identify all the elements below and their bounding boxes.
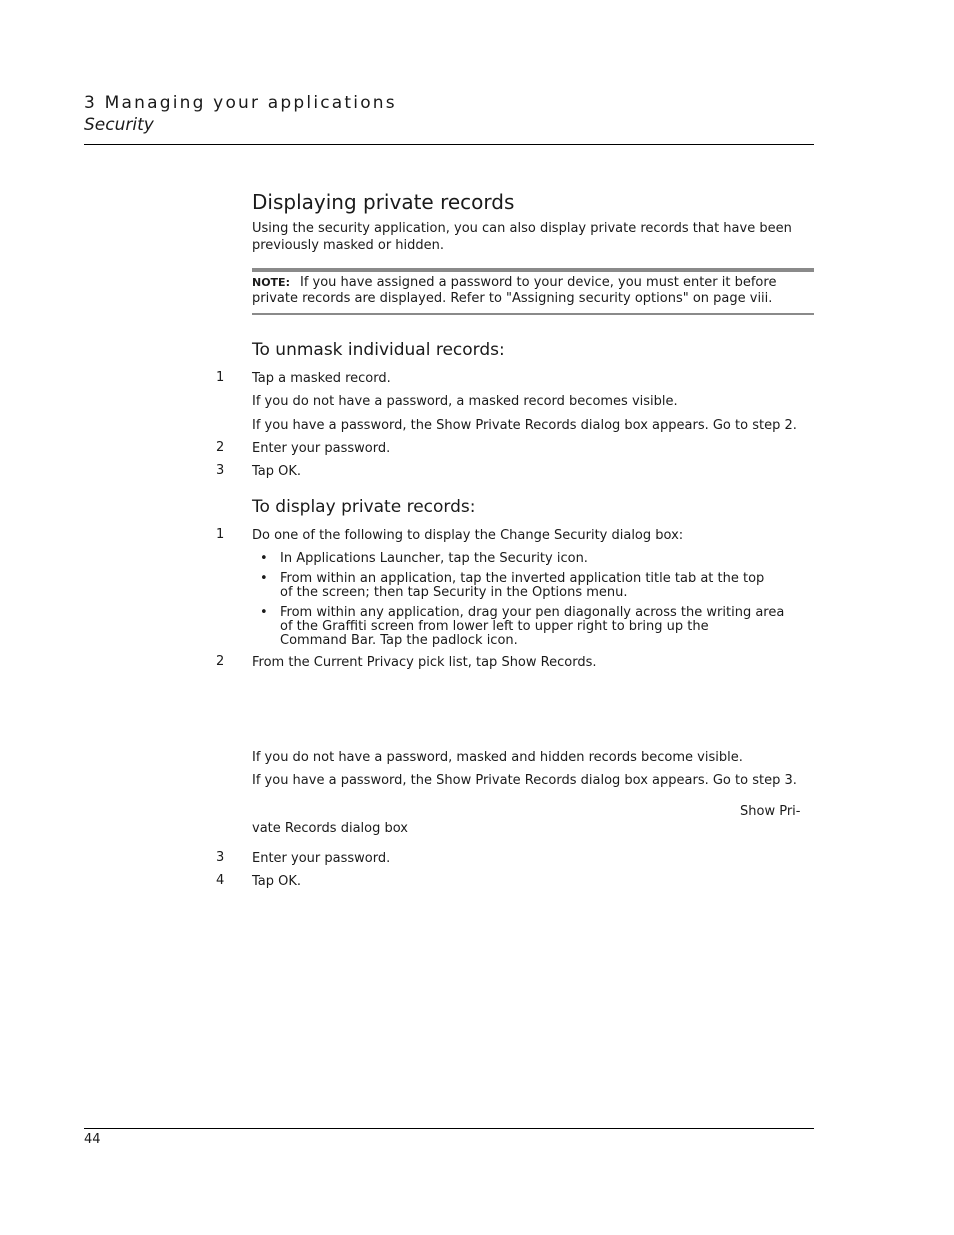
note-text: If you have assigned a password to your device, you must enter it before — [299, 275, 777, 290]
bullet-dot: • — [260, 551, 268, 566]
intro-line: Using the security application, you can also display private records that have been — [252, 221, 792, 236]
bullet-text: From within an application, tap the inverted application title tab at the top — [280, 571, 765, 586]
step-text: Tap OK. — [252, 874, 302, 889]
step-number: 1 — [216, 370, 225, 385]
step-text: Enter your password. — [252, 441, 391, 456]
step-text: If you do not have a password, masked and hidden records become visible. — [252, 750, 743, 765]
note-label: NOTE: — [252, 276, 290, 289]
note-bottom-rule — [252, 313, 814, 315]
bullet-dot: • — [260, 605, 268, 620]
step-number: 4 — [216, 873, 225, 888]
step-text: If you have a password, the Show Private Records dialog box appears. Go to step 3. — [252, 773, 797, 788]
bullet-text: In Applications Launcher, tap the Security icon. — [280, 551, 588, 566]
bullet-dot: • — [260, 571, 268, 586]
intro-line: previously masked or hidden. — [252, 238, 445, 253]
page-number: 44 — [84, 1132, 101, 1147]
figure-caption: Show Pri- — [740, 804, 801, 819]
header-rule — [84, 144, 814, 145]
step-text: Tap a masked record. — [252, 371, 391, 386]
bullet-text: of the screen; then tap Security in the Options menu. — [280, 585, 628, 600]
step-number: 3 — [216, 850, 225, 865]
footer-rule — [84, 1128, 814, 1129]
step-text: Do one of the following to display the Change Security dialog box: — [252, 528, 684, 543]
note-text: private records are displayed. Refer to "Assigning security options" on page viii. — [252, 291, 773, 306]
section-title: Security — [84, 115, 154, 135]
note-top-rule — [252, 268, 814, 272]
step-text: Enter your password. — [252, 851, 391, 866]
bullet-text: of the Graffiti screen from lower left to upper right to bring up the — [280, 619, 709, 634]
step-number: 2 — [216, 440, 225, 455]
step-number: 1 — [216, 527, 225, 542]
figure-caption: vate Records dialog box — [252, 821, 408, 836]
step-text: From the Current Privacy pick list, tap Show Records. — [252, 655, 597, 670]
note-box — [252, 275, 776, 307]
step-text: If you have a password, the Show Private Records dialog box appears. Go to step 2. — [252, 418, 797, 433]
step-number: 2 — [216, 654, 225, 669]
display-heading: To display private records: — [252, 497, 476, 517]
chapter-title: 3 Managing your applications — [84, 93, 397, 113]
step-text: Tap OK. — [252, 464, 302, 479]
step-number: 3 — [216, 463, 225, 478]
step-text: If you do not have a password, a masked record becomes visible. — [252, 394, 678, 409]
unmask-heading: To unmask individual records: — [252, 340, 505, 360]
bullet-text: From within any application, drag your pen diagonally across the writing area — [280, 605, 785, 620]
page-heading: Displaying private records — [252, 190, 515, 214]
bullet-text: Command Bar. Tap the padlock icon. — [280, 633, 518, 648]
